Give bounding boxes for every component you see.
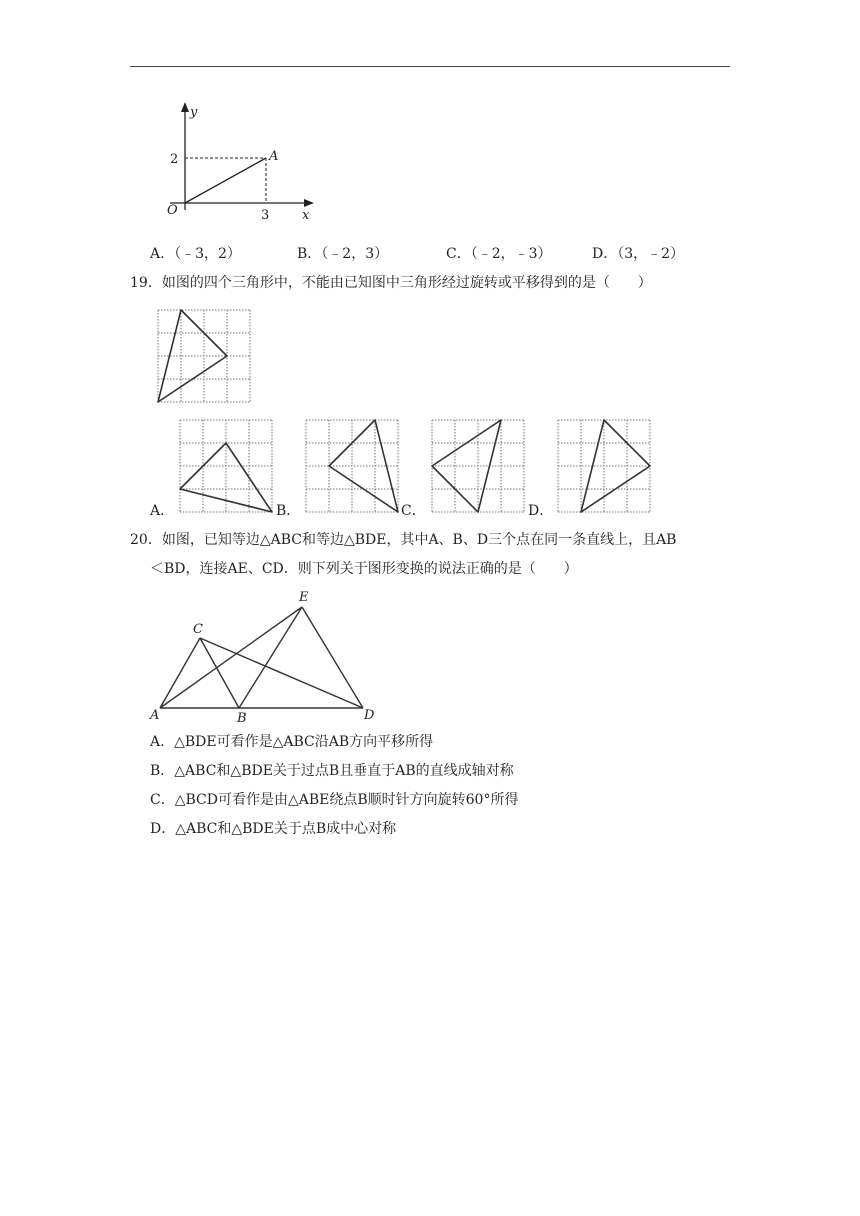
segment-ED	[302, 607, 363, 708]
x-axis-arrow	[304, 199, 314, 207]
segment-CD	[200, 638, 363, 708]
q19-given-triangle-figure	[158, 310, 252, 404]
segment-OA	[185, 158, 266, 203]
q20-triangles-figure	[145, 585, 385, 725]
q19-option-c-label: C．	[401, 503, 426, 519]
label-E: E	[299, 590, 309, 605]
q18-option-c: C．（﹣2，﹣3）	[446, 246, 552, 262]
y-tick-label: 2	[170, 152, 179, 167]
y-axis-arrow	[181, 102, 189, 112]
q18-option-b: B．（﹣2，3）	[297, 246, 389, 262]
q19-option-c-figure	[432, 420, 526, 514]
origin-label: O	[167, 203, 178, 218]
q20-option-a: A．△BDE可看作是△ABC沿AB方向平移所得	[150, 734, 434, 750]
q20-option-d: D．△ABC和△BDE关于点B成中心对称	[150, 821, 397, 837]
y-axis-label: y	[190, 105, 198, 120]
x-tick-label: 3	[261, 208, 270, 223]
q20-stem-line2: ＜BD，连接AE、CD．则下列关于图形变换的说法正确的是（ ）	[150, 561, 578, 577]
label-B: B	[237, 711, 247, 726]
q19-option-a-figure	[180, 420, 274, 514]
segment-BE	[239, 607, 302, 708]
q20-option-c: C．△BCD可看作是由△ABE绕点B顺时针方向旋转60°所得	[150, 792, 519, 808]
q18-coordinate-figure	[150, 100, 330, 230]
q19-stem: 19．如图的四个三角形中，不能由已知图中三角形经过旋转或平移得到的是（ ）	[130, 275, 652, 291]
point-A-label: A	[269, 149, 279, 164]
segment-CB	[200, 638, 239, 708]
q19-option-d-label: D．	[528, 503, 554, 519]
q19-option-b-label: B．	[276, 503, 301, 519]
label-C: C	[193, 622, 203, 637]
x-axis-label: x	[302, 208, 310, 223]
q20-option-b: B．△ABC和△BDE关于过点B且垂直于AB的直线成轴对称	[150, 763, 514, 779]
q20-stem-line1: 20．如图，已知等边△ABC和等边△BDE，其中A、B、D三个点在同一条直线上，且AB	[130, 532, 677, 548]
header-rule	[130, 66, 730, 67]
q19-option-d-figure	[558, 420, 652, 514]
q19-option-b-figure	[306, 420, 400, 514]
q19-option-a-label: A．	[150, 503, 175, 519]
label-D: D	[364, 708, 375, 723]
segment-AC	[160, 638, 200, 708]
q18-option-d: D．（3，﹣2）	[592, 246, 685, 262]
label-A: A	[150, 708, 160, 723]
q18-option-a: A．（﹣3，2）	[150, 246, 241, 262]
